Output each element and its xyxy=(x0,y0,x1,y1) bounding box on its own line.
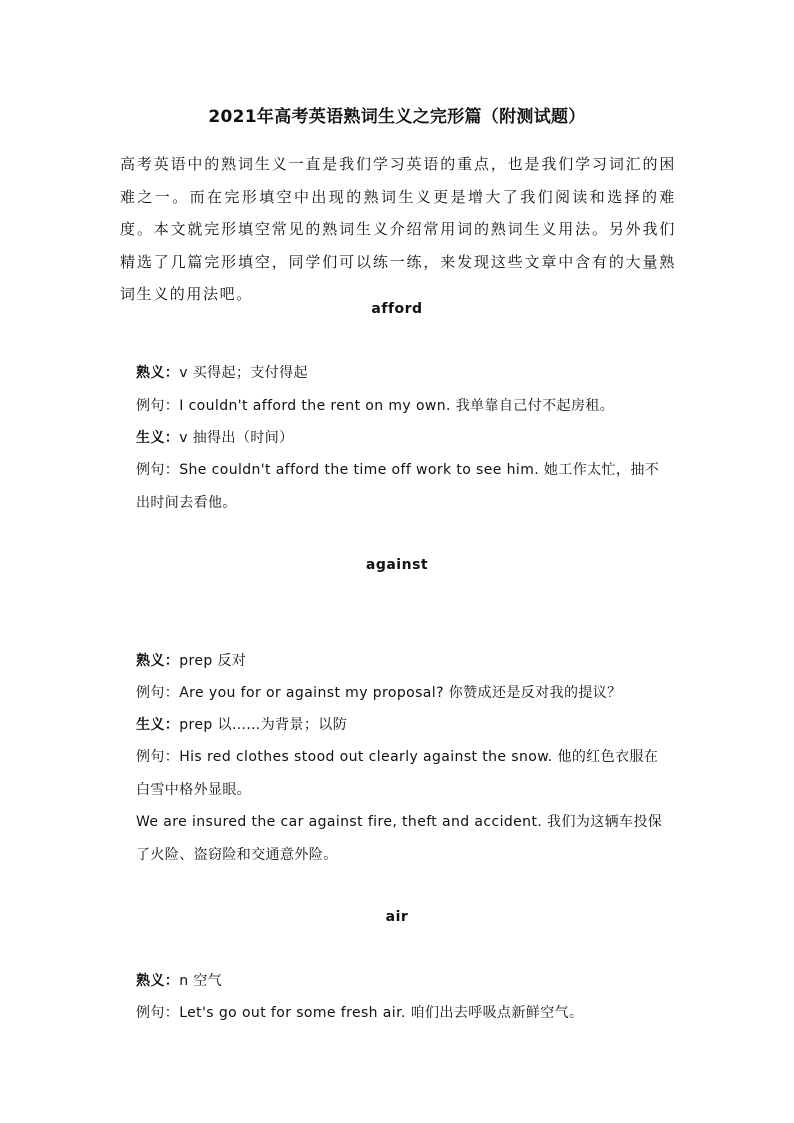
familiar-meaning-afford xyxy=(136,357,666,390)
example-label: 例句： xyxy=(136,749,180,765)
familiar-meaning-text: prep 反对 xyxy=(179,653,247,669)
intro-paragraph: 高考英语中的熟词生义一直是我们学习英语的重点，也是我们学习词汇的困难之一。而在完形填空中出现的熟词生义更是增大了我们阅读和选择的难度。本文就完形填空常见的熟词生义介绍常用词的熟词生义用法。另外我们精选了几篇完形填空，同学们可以练一练，来发现这些文章中含有的大量熟词生义的用法吧。 xyxy=(120,155,676,303)
example-label: 例句： xyxy=(136,462,180,478)
page-title: 2021年高考英语熟词生义之完形篇（附测试题） xyxy=(208,107,586,127)
familiar-label: 熟义： xyxy=(136,365,180,381)
new-label: 生义： xyxy=(136,717,180,733)
example-text: His red clothes stood out clearly against the snow. 他的红色衣服在白雪中格外显眼。 xyxy=(136,749,659,798)
example-label: 例句： xyxy=(136,1005,180,1021)
new-example-against xyxy=(136,741,666,806)
familiar-meaning-text: n 空气 xyxy=(179,973,223,989)
word-heading-against: against xyxy=(365,557,429,573)
familiar-example-air xyxy=(136,997,666,1030)
new-meaning-text: prep 以……为背景；以防 xyxy=(179,717,348,733)
familiar-example-afford xyxy=(136,390,666,423)
word-heading-afford: afford xyxy=(371,301,423,317)
familiar-meaning-text: v 买得起；支付得起 xyxy=(179,365,308,381)
new-meaning-afford xyxy=(136,422,666,455)
extra-example-against: We are insured the car against fire, theft and accident. 我们为这辆车投保了火险、盗窃险和交通意外险。 xyxy=(136,814,663,863)
example-text: Let's go out for some fresh air. 咱们出去呼吸点新鲜空气。 xyxy=(179,1005,584,1021)
familiar-meaning-air xyxy=(136,965,666,998)
familiar-example-against xyxy=(136,677,666,710)
familiar-label: 熟义： xyxy=(136,973,180,989)
example-text: I couldn't afford the rent on my own. 我单靠自己付不起房租。 xyxy=(179,398,615,414)
new-example-afford xyxy=(136,454,666,519)
new-label: 生义： xyxy=(136,430,180,446)
new-meaning-against xyxy=(136,709,666,742)
example-label: 例句： xyxy=(136,398,180,414)
example-text: She couldn't afford the time off work to see him. 她工作太忙，抽不出时间去看他。 xyxy=(136,462,660,511)
familiar-label: 熟义： xyxy=(136,653,180,669)
new-meaning-text: v 抽得出（时间） xyxy=(179,430,294,446)
word-heading-air: air xyxy=(385,909,409,925)
example-label: 例句： xyxy=(136,685,180,701)
familiar-meaning-against xyxy=(136,645,666,678)
example-text: Are you for or against my proposal? 你赞成还是反对我的提议？ xyxy=(179,685,622,701)
